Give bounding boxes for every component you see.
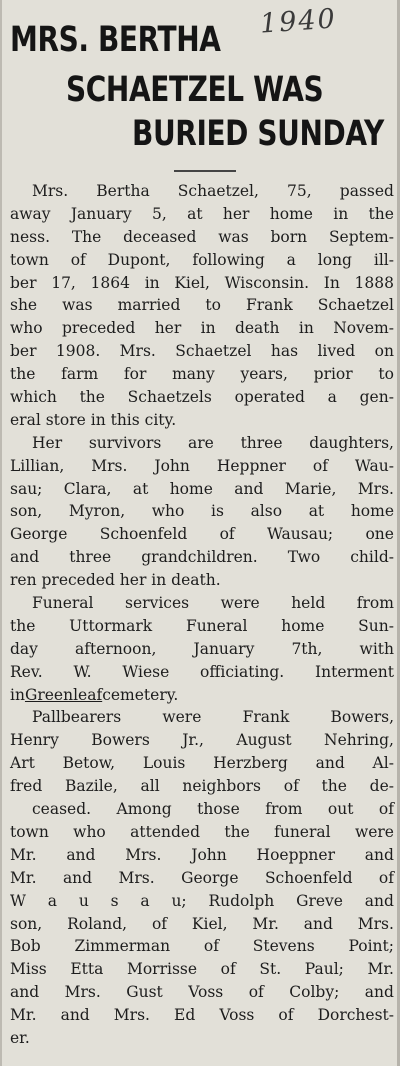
article-word: a [47, 891, 57, 910]
article-word: Bowers [91, 731, 150, 750]
article-word: Marie, [284, 479, 337, 498]
article-word: Mrs. [119, 342, 156, 361]
article-word: who [10, 319, 43, 338]
article-word: Clara, [63, 479, 112, 498]
article-line [10, 706, 394, 729]
article-word: the [10, 616, 36, 635]
article-word: one [365, 525, 394, 544]
article-line [10, 981, 394, 1004]
article-word: Heppner [216, 456, 286, 475]
article-word: in [333, 204, 349, 223]
article-word: officiating. [200, 662, 285, 681]
article-line [10, 478, 394, 501]
article-word: u [78, 891, 89, 910]
underlined-word: Greenleaf [24, 685, 103, 704]
article-word: Betow, [62, 754, 116, 773]
article-word: of [278, 1006, 294, 1025]
article-word: Wiese [122, 662, 170, 681]
article-word: Lillian, [10, 456, 65, 475]
article-word: Mrs. [91, 456, 128, 475]
article-word: home [169, 479, 213, 498]
article-word: daughters, [309, 433, 394, 452]
article-word: of [70, 250, 86, 269]
article-word: town [10, 822, 49, 841]
article-word: out [327, 800, 354, 819]
article-word: to [378, 365, 394, 384]
article-word: Mr. [367, 960, 394, 979]
article-word: gen- [359, 388, 394, 407]
article-line [10, 844, 394, 867]
article-word: Mrs. [357, 479, 394, 498]
article-word: Bazile, [64, 777, 118, 796]
article-word: the [368, 204, 394, 223]
article-word: ness. [10, 227, 50, 246]
handwritten-year: 1940 [259, 3, 338, 40]
headline-line-2: SCHAETZEL WAS [66, 70, 324, 110]
article-line [10, 913, 394, 936]
article-word: long [317, 250, 352, 269]
article-word: survivors [88, 433, 162, 452]
article-word: Etta [70, 960, 104, 979]
article-word: from [265, 800, 303, 819]
article-line [10, 432, 394, 455]
article-word: George [181, 868, 239, 887]
article-word: in [298, 319, 314, 338]
article-word: of [219, 525, 235, 544]
article-word: Dorchest- [317, 1006, 394, 1025]
article-line [10, 890, 394, 913]
article-line [10, 249, 394, 272]
article-word: Greve [296, 891, 343, 910]
article-word: passed [339, 182, 394, 200]
article-word: 1864 [90, 273, 130, 292]
article-word: Schaetzel [175, 342, 252, 361]
article-word: death [234, 319, 280, 338]
article-word: her [154, 319, 182, 338]
article-word: held [291, 594, 326, 613]
article-word: Two [287, 548, 321, 567]
article-word: s [110, 891, 119, 910]
article-word: town [10, 250, 49, 269]
article-line [10, 592, 394, 615]
article-word: W [10, 891, 26, 910]
article-line [10, 615, 394, 638]
article-word: operated [234, 388, 305, 407]
article-word: Schoenfeld [264, 868, 353, 887]
article-word: fred [10, 777, 43, 796]
article-word: of [220, 960, 236, 979]
article-word: Mr. [10, 1006, 37, 1025]
article-word: services [125, 594, 190, 613]
article-word: 5, [151, 204, 167, 223]
article-word: Gust [126, 983, 163, 1002]
article-word: Bob [10, 937, 41, 956]
article-line [10, 867, 394, 890]
headline-line-1: MRS. BERTHA [10, 20, 221, 60]
article-word: Schaetzel [317, 296, 394, 315]
article-word: and [10, 983, 40, 1002]
article-word: Herzberg [213, 754, 288, 773]
article-word: in [200, 319, 216, 338]
article-line: er. [10, 1028, 30, 1047]
article-word: In [323, 273, 340, 292]
article-line [10, 821, 394, 844]
article-word: her [222, 204, 250, 223]
article-word: at [187, 204, 203, 223]
article-word: Myron, [68, 502, 126, 521]
article-word: are [188, 433, 214, 452]
article-word: The [71, 227, 102, 246]
article-word: prior [313, 365, 353, 384]
article-word: 17, [51, 273, 76, 292]
article-word: child- [350, 548, 394, 567]
article-word: Morrisse [126, 960, 198, 979]
article-word: Al- [372, 754, 394, 773]
article-word: were [162, 708, 202, 727]
article-word: home [281, 616, 325, 635]
article-line [10, 317, 394, 340]
article-word: Jr., [182, 731, 204, 750]
article-line [10, 294, 394, 317]
article-word: has [270, 342, 299, 361]
article-word: who [151, 502, 185, 521]
article-word: ber [10, 273, 37, 292]
article-word: all [140, 777, 160, 796]
article-word: at [308, 502, 325, 521]
article-word: the [224, 822, 250, 841]
article-word: and [60, 1006, 90, 1025]
article-word: Ed [174, 1006, 196, 1025]
article-word: son, [10, 502, 43, 521]
article-line [10, 500, 394, 523]
article-word: Sun- [358, 616, 394, 635]
article-word: Kiel, [191, 914, 228, 933]
article-word: of [378, 800, 394, 819]
article-word: she [10, 296, 38, 315]
article-word: u; [171, 891, 187, 910]
article-word: to [205, 296, 221, 315]
article-line [10, 363, 394, 386]
article-word: Mrs. [64, 983, 101, 1002]
article-line [10, 638, 394, 661]
article-word: was [218, 227, 249, 246]
article-line [10, 226, 394, 249]
article-word: also [250, 502, 283, 521]
article-word: funeral [274, 822, 331, 841]
article-word: Frank [245, 296, 293, 315]
article-word: following [192, 250, 265, 269]
article-line [10, 752, 394, 775]
article-word: Hoeppner [256, 845, 335, 864]
article-line [10, 729, 394, 752]
article-line [10, 958, 394, 981]
article-word: of [283, 777, 299, 796]
article-word: 75, [287, 182, 312, 200]
article-line [10, 203, 394, 226]
article-word: and [364, 845, 394, 864]
article-word: Wau- [354, 456, 394, 475]
article-word: lived [317, 342, 356, 361]
article-word: John [154, 456, 190, 475]
article-word: Septem- [328, 227, 394, 246]
article-word: grandchildren. [141, 548, 258, 567]
article-line [10, 798, 394, 821]
article-word: Uttormark [69, 616, 153, 635]
article-word: John [191, 845, 227, 864]
article-word: born [270, 227, 308, 246]
article-body [10, 180, 394, 1050]
article-word: a [286, 250, 296, 269]
article-word: George [10, 525, 68, 544]
article-word: of [378, 868, 394, 887]
article-word: Zimmerman [74, 937, 171, 956]
article-word: and [66, 845, 96, 864]
article-word: Schaetzel, [177, 182, 259, 200]
article-word: which [10, 388, 57, 407]
article-word: Interment [314, 662, 394, 681]
article-word: Mr. [10, 868, 37, 887]
article-word: Kiel, [174, 273, 210, 292]
article-word: Mrs. [32, 182, 69, 200]
article-word: Schaetzels [127, 388, 212, 407]
article-word: of [203, 937, 219, 956]
article-word: Nehring, [324, 731, 394, 750]
article-word: Bertha [96, 182, 150, 200]
article-word: Among [116, 800, 172, 819]
article-word: and [315, 754, 345, 773]
article-word: away [10, 204, 51, 223]
article-word: and [303, 914, 333, 933]
article-word: Her [32, 433, 63, 452]
article-word: Louis [142, 754, 186, 773]
article-word: Bowers, [330, 708, 394, 727]
article-word: Mrs. [357, 914, 394, 933]
headline-line-3: BURIED SUNDAY [132, 114, 384, 154]
article-word: at [132, 479, 149, 498]
article-word: Henry [10, 731, 59, 750]
article-line [10, 340, 394, 363]
article-word: Frank [242, 708, 290, 727]
article-word: were [354, 822, 394, 841]
article-word: the [10, 365, 36, 384]
article-word: Paul; [304, 960, 344, 979]
article-word: preceded [61, 319, 136, 338]
article-line [10, 661, 394, 684]
article-line: ren preceded her in death. [10, 571, 221, 590]
article-word: who [73, 822, 106, 841]
article-word: day [10, 639, 38, 658]
article-word: Miss [10, 960, 47, 979]
article-word: of [312, 456, 328, 475]
article-word: years, [240, 365, 288, 384]
article-line: eral store in this city. [10, 410, 177, 429]
article-word: a [140, 891, 150, 910]
article-word: ber [10, 342, 37, 361]
article-line [10, 775, 394, 798]
article-word: many [172, 365, 215, 384]
article-word: three [240, 433, 283, 452]
article-word: on [374, 342, 394, 361]
article-line [10, 455, 394, 478]
article-line: in Greenleaf cemetery. [10, 684, 394, 707]
article-word: Wausau; [266, 525, 334, 544]
article-word: 1888 [354, 273, 394, 292]
article-word: three [69, 548, 112, 567]
article-word: Schoenfeld [99, 525, 188, 544]
article-line [10, 523, 394, 546]
article-word: Rev. [10, 662, 43, 681]
article-word: of [151, 914, 168, 933]
article-word: deceased [123, 227, 197, 246]
article-word: the [79, 388, 105, 407]
article-word: Point; [348, 937, 394, 956]
article-word: Mrs. [118, 868, 155, 887]
article-word: Funeral [32, 594, 94, 613]
article-word: and [364, 983, 394, 1002]
article-word: was [62, 296, 93, 315]
article-word: is [211, 502, 224, 521]
article-word: Voss [188, 983, 224, 1002]
article-word: Roland, [67, 914, 128, 933]
article-word: Voss [219, 1006, 255, 1025]
article-word: and [62, 868, 93, 887]
article-word: and [234, 479, 264, 498]
article-word: Mrs. [125, 845, 162, 864]
article-word: Mr. [10, 845, 37, 864]
article-word: a [327, 388, 337, 407]
article-word: son, [10, 914, 43, 933]
article-line [10, 546, 394, 569]
article-word: Rudolph [208, 891, 275, 910]
article-word: Colby; [289, 983, 340, 1002]
article-word: the [321, 777, 347, 796]
article-word: married [117, 296, 181, 315]
article-word: ceased. [32, 800, 92, 819]
article-word: January [70, 204, 132, 223]
article-word: Art [10, 754, 35, 773]
article-word: ill- [373, 250, 394, 269]
article-word: and [10, 548, 40, 567]
article-word: attended [130, 822, 200, 841]
article-word: of [248, 983, 264, 1002]
article-word: January [193, 639, 255, 658]
article-word: were [220, 594, 260, 613]
article-word: Pallbearers [32, 708, 122, 727]
article-word: neighbors [182, 777, 262, 796]
article-line [10, 272, 394, 295]
article-line [10, 935, 394, 958]
headline-divider [174, 170, 236, 172]
article-word: for [123, 365, 147, 384]
article-word: W. [73, 662, 92, 681]
article-word: in [144, 273, 160, 292]
article-word: 7th, [291, 639, 323, 658]
article-word: Mr. [252, 914, 279, 933]
article-word: August [236, 731, 292, 750]
article-line [10, 386, 394, 409]
article-word: Novem- [333, 319, 394, 338]
article-word: farm [61, 365, 99, 384]
article-word: afternoon, [75, 639, 157, 658]
article-word: from [356, 594, 394, 613]
article-line [10, 1004, 394, 1027]
article-word: sau; [10, 479, 43, 498]
article-word: 1908. [55, 342, 101, 361]
article-word: with [359, 639, 394, 658]
article-word: Dupont, [107, 250, 171, 269]
article-word: Stevens [252, 937, 315, 956]
article-word: Mrs. [113, 1006, 150, 1025]
article-word: those [197, 800, 240, 819]
article-word: Funeral [185, 616, 248, 635]
article-line [10, 180, 394, 203]
article-word: home [350, 502, 394, 521]
article-word: Wisconsin. [224, 273, 310, 292]
article-word: and [364, 891, 394, 910]
article-word: de- [369, 777, 394, 796]
article-word: home [269, 204, 313, 223]
article-word: St. [259, 960, 282, 979]
